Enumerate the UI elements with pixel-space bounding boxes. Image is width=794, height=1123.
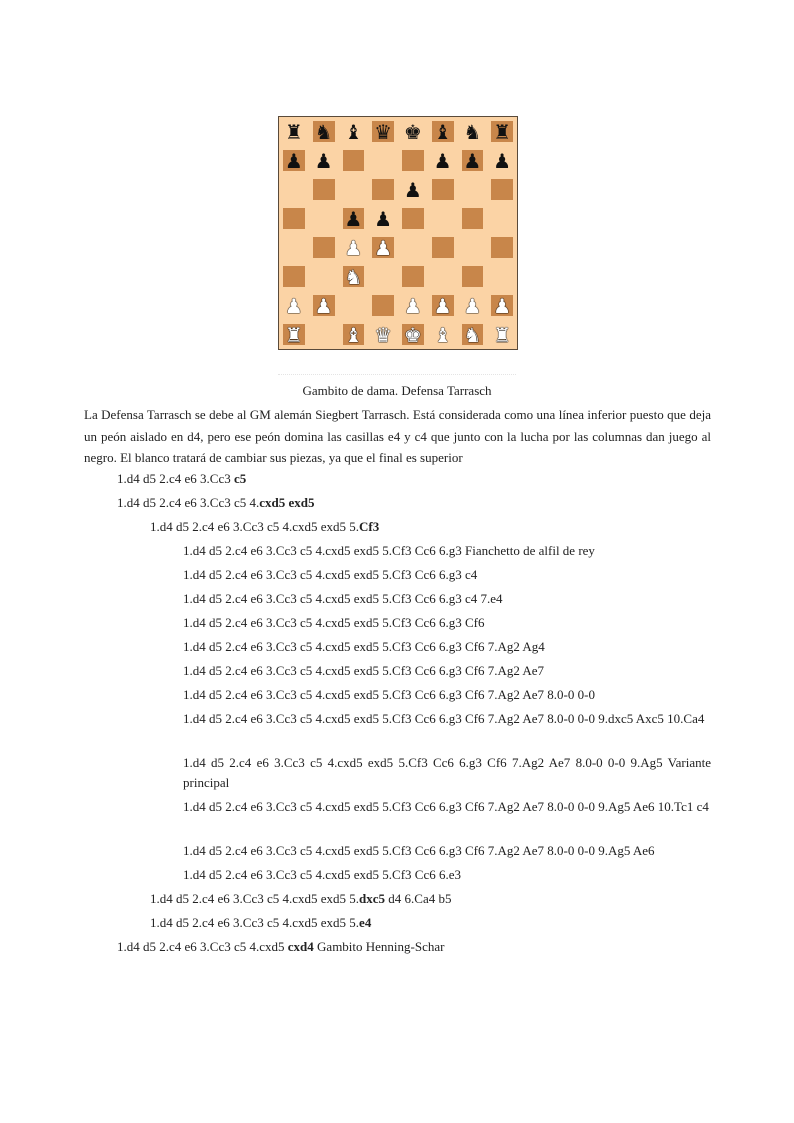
square-a3 [279,262,309,291]
black-king-icon: ♚ [403,119,422,144]
dark-square-fill [313,237,335,258]
square-a7 [279,146,309,175]
white-bishop-icon: ♝ [433,322,452,347]
square-e7 [398,146,428,175]
variation-line-4: 1.d4 d5 2.c4 e6 3.Cc3 c5 4.cxd5 exd5 5.Cf3 Cc6 6.g3 Fianchetto de alfil de rey [183,543,595,558]
square-b5 [309,204,339,233]
square-b2 [309,291,339,320]
square-c7 [339,146,369,175]
dark-square-fill [402,208,424,229]
dark-square-fill [491,237,513,258]
black-pawn-icon: ♟ [344,206,363,231]
variation-line-5: 1.d4 d5 2.c4 e6 3.Cc3 c5 4.cxd5 exd5 5.Cf3 Cc6 6.g3 c4 [183,567,478,582]
square-c3 [339,262,369,291]
dark-square-fill [283,266,305,287]
dark-square-fill [343,150,365,171]
variation-line-9: 1.d4 d5 2.c4 e6 3.Cc3 c5 4.cxd5 exd5 5.Cf3 Cc6 6.g3 Cf6 7.Ag2 Ae7 [183,663,545,678]
square-e6 [398,175,428,204]
square-g7 [458,146,488,175]
square-f1 [428,320,458,349]
black-pawn-icon: ♟ [493,148,512,173]
square-c4 [339,233,369,262]
square-a6 [279,175,309,204]
square-f3 [428,262,458,291]
square-c6 [339,175,369,204]
square-b1 [309,320,339,349]
divider [278,374,516,375]
variation-line-10: 1.d4 d5 2.c4 e6 3.Cc3 c5 4.cxd5 exd5 5.Cf3 Cc6 6.g3 Cf6 7.Ag2 Ae7 8.0-0 0-0 [183,687,595,702]
square-h2 [487,291,517,320]
square-d3 [368,262,398,291]
dark-square-fill [402,266,424,287]
variation-line-16: 1.d4 d5 2.c4 e6 3.Cc3 c5 4.cxd5 exd5 5.dxc5 d4 6.Ca4 b5 [150,891,452,906]
square-d5 [368,204,398,233]
square-e8 [398,117,428,146]
square-c2 [339,291,369,320]
square-f4 [428,233,458,262]
variation-line-14: 1.d4 d5 2.c4 e6 3.Cc3 c5 4.cxd5 exd5 5.Cf3 Cc6 6.g3 Cf6 7.Ag2 Ae7 8.0-0 0-0 9.Ag5 Ae6 [183,843,655,858]
figure-caption: Gambito de dama. Defensa Tarrasch [302,383,492,398]
white-pawn-icon: ♟ [314,293,333,318]
square-f7 [428,146,458,175]
square-e2 [398,291,428,320]
square-b6 [309,175,339,204]
white-queen-icon: ♛ [374,322,393,347]
variation-line-7: 1.d4 d5 2.c4 e6 3.Cc3 c5 4.cxd5 exd5 5.Cf3 Cc6 6.g3 Cf6 [183,615,485,630]
white-knight-icon: ♞ [344,264,363,289]
square-e5 [398,204,428,233]
dark-square-fill [462,266,484,287]
variation-line-17: 1.d4 d5 2.c4 e6 3.Cc3 c5 4.cxd5 exd5 5.e4 [150,915,372,930]
white-bishop-icon: ♝ [344,322,363,347]
square-g4 [458,233,488,262]
white-pawn-icon: ♟ [284,293,303,318]
white-pawn-icon: ♟ [403,293,422,318]
square-h4 [487,233,517,262]
square-a4 [279,233,309,262]
black-bishop-icon: ♝ [433,119,452,144]
square-g5 [458,204,488,233]
white-pawn-icon: ♟ [493,293,512,318]
dark-square-fill [462,208,484,229]
square-b7 [309,146,339,175]
black-rook-icon: ♜ [493,119,512,144]
black-knight-icon: ♞ [314,119,333,144]
white-pawn-icon: ♟ [374,235,393,260]
variation-line-18: 1.d4 d5 2.c4 e6 3.Cc3 c5 4.cxd5 cxd4 Gambito Henning-Schar [117,939,445,954]
variation-line-8: 1.d4 d5 2.c4 e6 3.Cc3 c5 4.cxd5 exd5 5.Cf3 Cc6 6.g3 Cf6 7.Ag2 Ag4 [183,639,545,654]
square-a5 [279,204,309,233]
square-f5 [428,204,458,233]
square-d2 [368,291,398,320]
square-a1 [279,320,309,349]
white-pawn-icon: ♟ [433,293,452,318]
square-c1 [339,320,369,349]
variation-line-11: 1.d4 d5 2.c4 e6 3.Cc3 c5 4.cxd5 exd5 5.Cf3 Cc6 6.g3 Cf6 7.Ag2 Ae7 8.0-0 0-0 9.dxc5 Axc5 10.Ca4 [183,711,705,726]
chess-board [278,116,518,350]
square-f2 [428,291,458,320]
square-h7 [487,146,517,175]
dark-square-fill [313,179,335,200]
white-knight-icon: ♞ [463,322,482,347]
square-a8 [279,117,309,146]
black-bishop-icon: ♝ [344,119,363,144]
variation-line-2: 1.d4 d5 2.c4 e6 3.Cc3 c5 4.cxd5 exd5 [117,495,315,510]
intro-paragraph: La Defensa Tarrasch se debe al GM alemán Siegbert Tarrasch. Está considerada como una línea inferior puesto que deja un peón aislado en d4, pero ese peón domina las casillas e4 y c4 que junto con la lucha por las columnas dan juego al negro. El blanco tratará de cambiar sus piezas, ya que el final es superior [84,407,711,465]
dark-square-fill [432,237,454,258]
square-c5 [339,204,369,233]
variation-line-1: 1.d4 d5 2.c4 e6 3.Cc3 c5 [117,471,247,486]
square-e3 [398,262,428,291]
square-g2 [458,291,488,320]
dark-square-fill [372,295,394,316]
black-knight-icon: ♞ [463,119,482,144]
square-e4 [398,233,428,262]
white-pawn-icon: ♟ [344,235,363,260]
black-pawn-icon: ♟ [463,148,482,173]
square-d8 [368,117,398,146]
black-pawn-icon: ♟ [403,177,422,202]
white-rook-icon: ♜ [493,322,512,347]
black-pawn-icon: ♟ [374,206,393,231]
black-queen-icon: ♛ [374,119,393,144]
square-c8 [339,117,369,146]
variation-line-3: 1.d4 d5 2.c4 e6 3.Cc3 c5 4.cxd5 exd5 5.Cf3 [150,519,380,534]
square-h8 [487,117,517,146]
square-h1 [487,320,517,349]
square-g6 [458,175,488,204]
variation-line-13: 1.d4 d5 2.c4 e6 3.Cc3 c5 4.cxd5 exd5 5.Cf3 Cc6 6.g3 Cf6 7.Ag2 Ae7 8.0-0 0-0 9.Ag5 Ae6 10.Tc1 c4 [183,799,709,814]
white-rook-icon: ♜ [284,322,303,347]
square-d1 [368,320,398,349]
square-a2 [279,291,309,320]
square-h3 [487,262,517,291]
square-h6 [487,175,517,204]
variation-line-15: 1.d4 d5 2.c4 e6 3.Cc3 c5 4.cxd5 exd5 5.Cf3 Cc6 6.e3 [183,867,462,882]
dark-square-fill [283,208,305,229]
square-g3 [458,262,488,291]
white-pawn-icon: ♟ [463,293,482,318]
square-b8 [309,117,339,146]
dark-square-fill [402,150,424,171]
square-b4 [309,233,339,262]
square-g8 [458,117,488,146]
black-pawn-icon: ♟ [284,148,303,173]
variation-line-12: 1.d4 d5 2.c4 e6 3.Cc3 c5 4.cxd5 exd5 5.Cf3 Cc6 6.g3 Cf6 7.Ag2 Ae7 8.0-0 0-0 9.Ag5 Variante principal [183,755,711,790]
black-pawn-icon: ♟ [314,148,333,173]
square-d4 [368,233,398,262]
black-pawn-icon: ♟ [433,148,452,173]
square-e1 [398,320,428,349]
square-h5 [487,204,517,233]
dark-square-fill [372,179,394,200]
square-d6 [368,175,398,204]
black-rook-icon: ♜ [284,119,303,144]
square-f8 [428,117,458,146]
square-d7 [368,146,398,175]
square-g1 [458,320,488,349]
white-king-icon: ♚ [403,322,422,347]
square-b3 [309,262,339,291]
dark-square-fill [432,179,454,200]
dark-square-fill [491,179,513,200]
variation-line-6: 1.d4 d5 2.c4 e6 3.Cc3 c5 4.cxd5 exd5 5.Cf3 Cc6 6.g3 c4 7.e4 [183,591,503,606]
square-f6 [428,175,458,204]
